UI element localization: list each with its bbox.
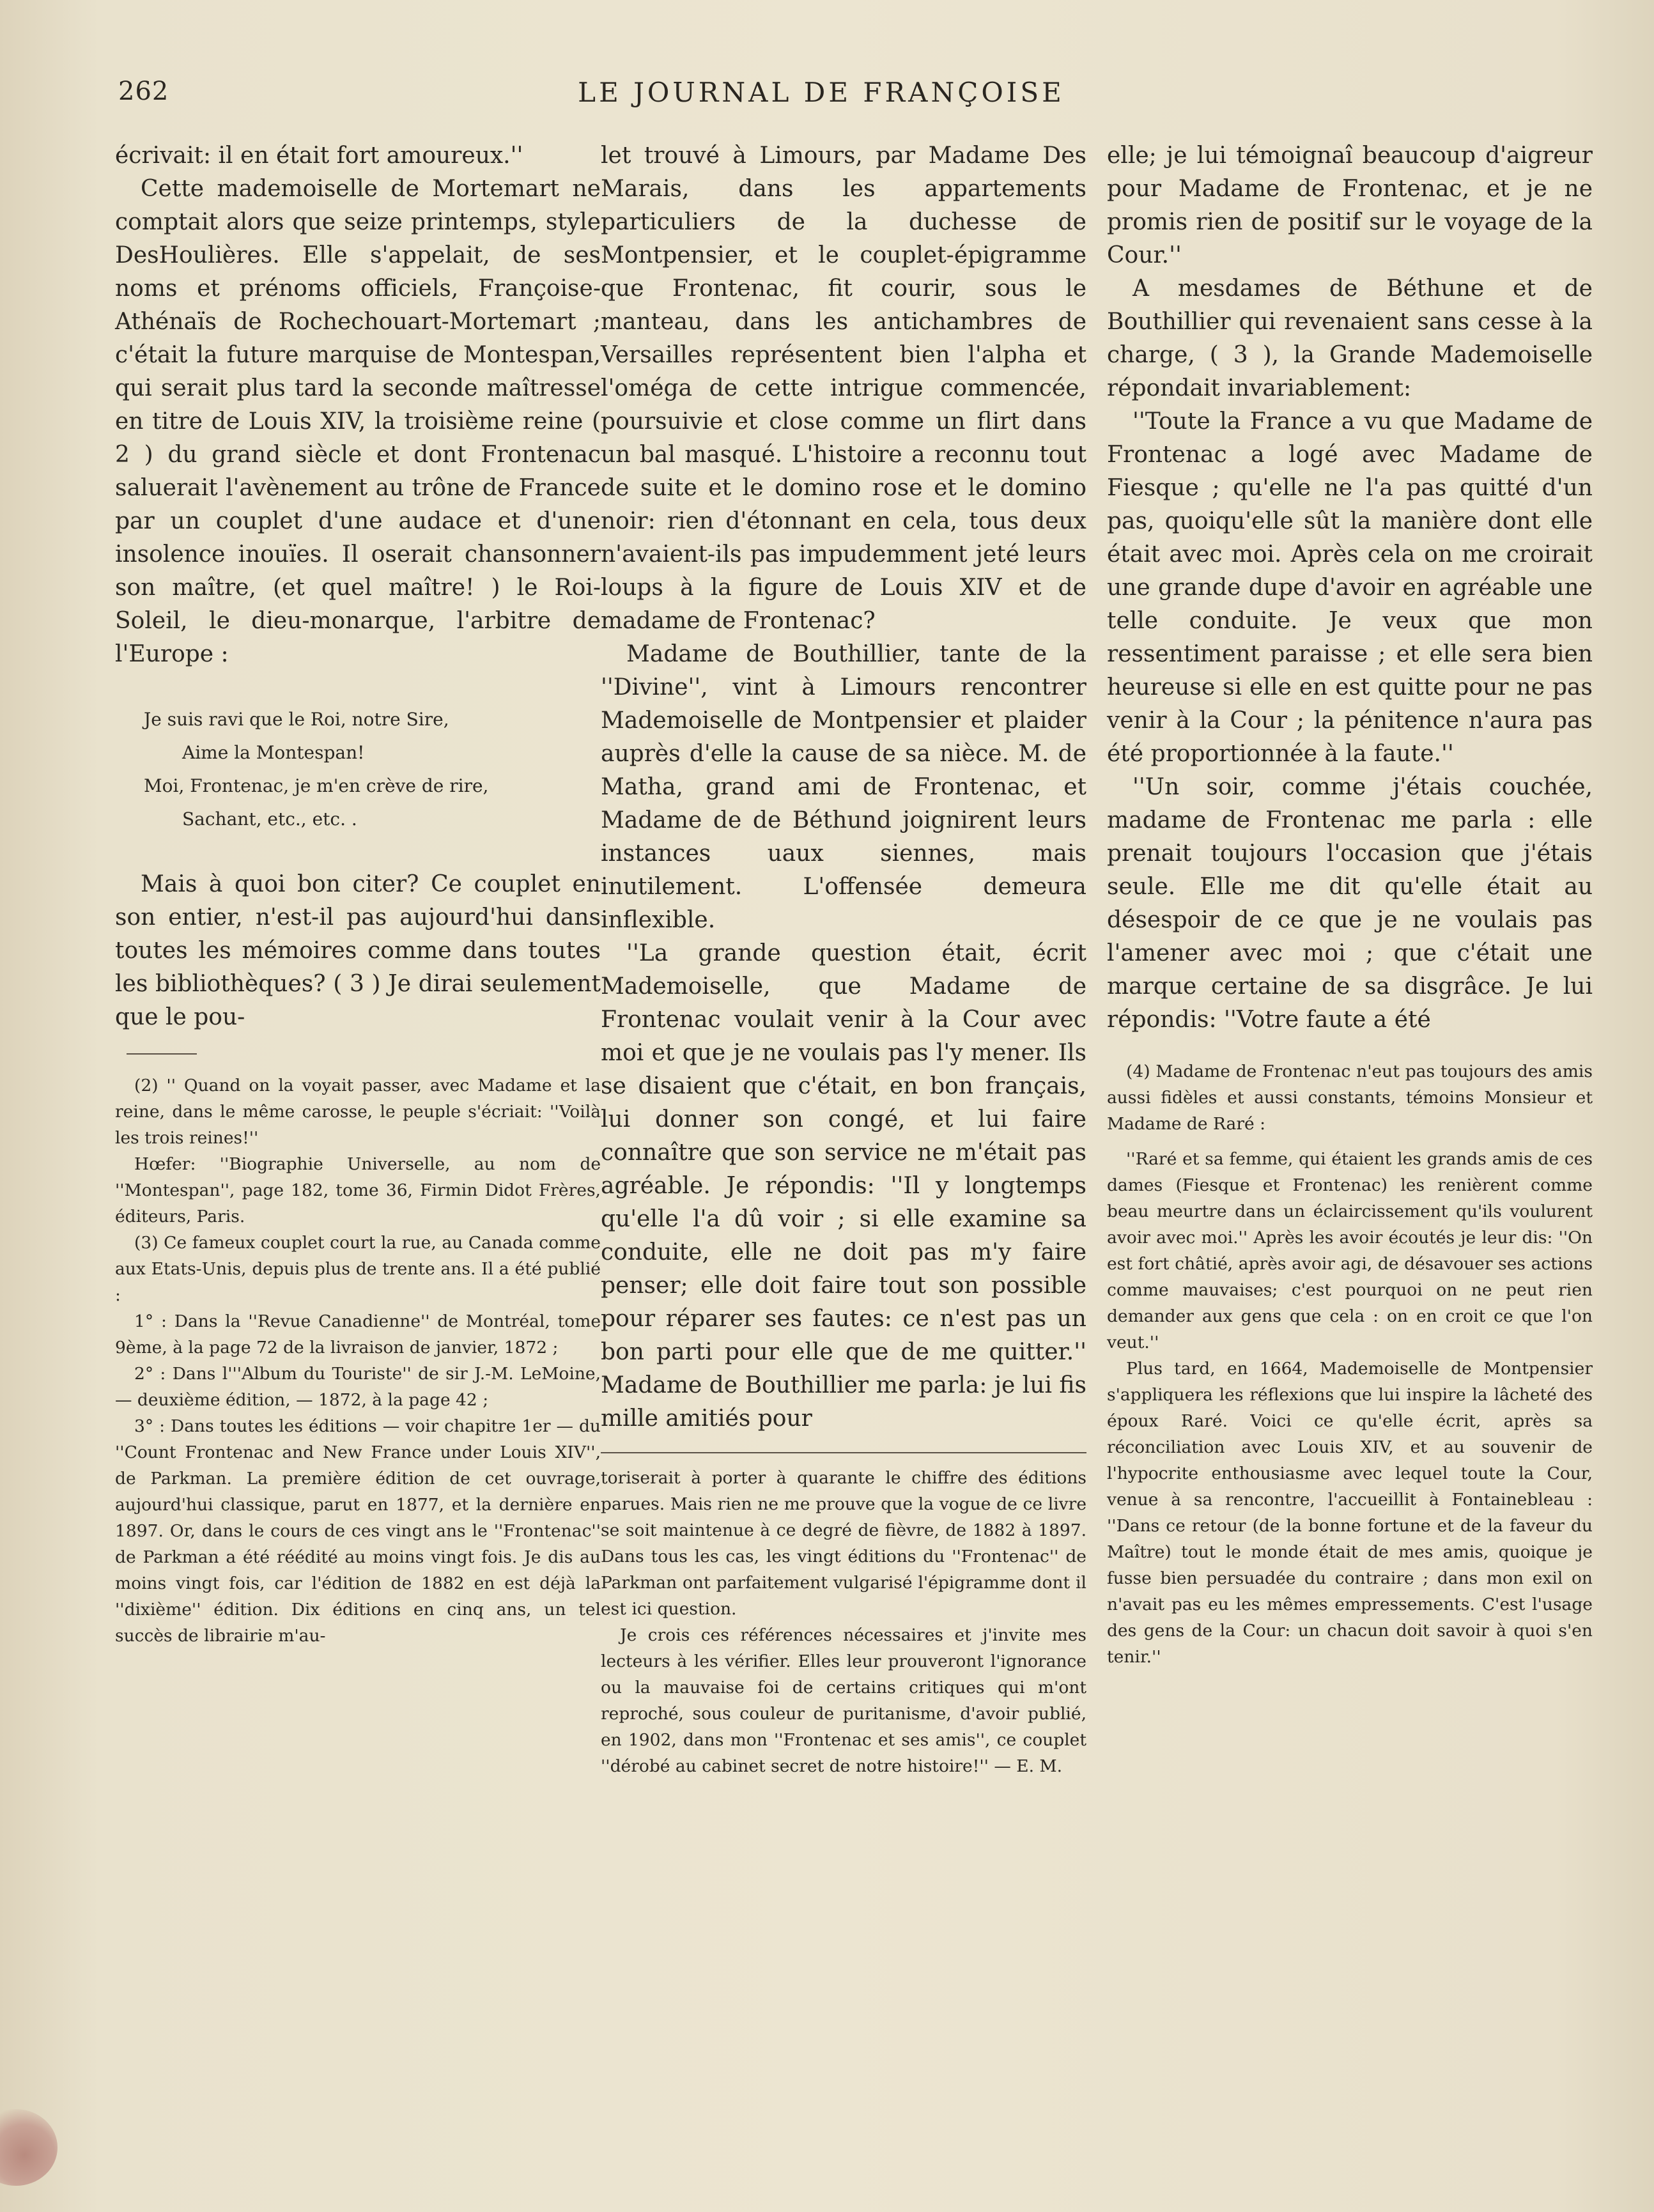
paragraph: ''Toute la France a vu que Madame de Frontenac a logé avec Madame de Fiesque ; qu'elle ne l'a pas quitté d'un pas, quoiqu'elle sût la manière dont elle était avec moi. Après cela on me croirait une grande dupe d'avoir en agréable une telle conduite. Je veux que mon ressentiment paraisse ; et elle sera bien heureuse si elle en est quitte pour ne pas venir à la Cour ; la pénitence n'aura pas été proportionnée à la faute.'' (1107, 408, 1593, 767)
paragraph: écrivait: il en était fort amoureux.'' (115, 143, 523, 169)
paragraph: elle; je lui témoignaî beaucoup d'aigreur pour Madame de Frontenac, et je ne promis rien de positif sur le voyage de la Cour.'' (1107, 143, 1593, 268)
footnote: toriserait à porter à quarante le chiffre des éditions parues. Mais rien ne me prouve que la vogue de ce livre se soit maintenue à ce degré de fièvre, de 1882 à 1897. Dans tous les cas, les vingt éditions du ''Frontenac'' de Parkman ont parfaitement vulgarisé l'épigramme dont il est ici question. (601, 1468, 1086, 1619)
footnote: Je crois ces références nécessaires et j'invite mes lecteurs à les vérifier. Elles leur prouveront l'ignorance ou la mauvaise foi de certains critiques qui m'ont reproché, sous couleur de puritanisme, d'avoir publié, en 1902, dans mon ''Frontenac et ses amis'', ce couplet ''dérobé au cabinet secret de notre histoire!'' — E. M. (601, 1625, 1086, 1776)
column-3 (1107, 139, 1593, 1670)
footnote: Plus tard, en 1664, Mademoiselle de Montpensier s'appliquera les réflexions que lui inspire la lâcheté des époux Raré. Voici ce qu'elle écrit, après sa réconciliation avec Louis XIV, et au souvenir de l'hypocrite enthousiasme avec lequel toute la Cour, venue à sa rencontre, l'accueillit à Fontainebleau : ''Dans ce retour (de la bonne fortune et de la faveur du Maître) tout le monde était de mes amis, quoique je fusse bien persuadée du contraire ; dans mon exil on n'avait pas eu les mêmes empressements. C'est l'usage des gens de la Cour: un chacun doit savoir à quoi s'en tenir.'' (1107, 1359, 1593, 1667)
footnote: 2° : Dans l'''Album du Touriste'' de sir J.-M. LeMoine, — deuxième édition, — 1872, à la page 42 ; (115, 1364, 601, 1410)
footnote-divider (601, 1452, 1086, 1453)
footnote-divider (127, 1053, 197, 1055)
running-header (118, 77, 1524, 115)
paragraph: ''Un soir, comme j'étais couchée, madame de Frontenac me parla : elle prenait toujours l'occasion que j'étais seule. Elle me dit qu'elle était au désespoir de ce que je ne voulais pas l'amener avec moi ; que c'était une marque certaine de sa disgrâce. Je lui répondis: ''Votre faute a été (1107, 774, 1593, 1033)
verse-line: Sachant, etc., etc. . (182, 808, 357, 830)
paper-stain (0, 2109, 58, 2186)
footnote: (3) Ce fameux couplet court la rue, au Canada comme aux Etats-Unis, depuis plus de trente ans. Il a été publié : (115, 1233, 601, 1305)
footnote: Hœfer: ''Biographie Universelle, au nom de ''Montespan'', page 182, tome 36, Firmin Didot Frères, éditeurs, Paris. (115, 1154, 601, 1226)
paragraph: let trouvé à Limours, par Madame Des Marais, dans les appartements particuliers de la duchesse de Montpensier, et le couplet-épigramme que Frontenac, fit courir, sous le manteau, dans les antichambres de Versailles représentent bien l'alpha et l'oméga de cette intrigue commencée, poursuivie et close comme un flirt dans un bal masqué. L'histoire a reconnu tout de suite et le domino rose et le domino noir: rien d'étonnant en cela, tous deux n'avaient-ils pas impudemment jeté leurs loups à la figure de Louis XIV et de madame de Frontenac? (601, 143, 1086, 634)
verse-line: Aime la Montespan! (182, 742, 365, 763)
footnote: 1° : Dans la ''Revue Canadienne'' de Montréal, tome 9ème, à la page 72 de la livraison de janvier, 1872 ; (115, 1311, 601, 1357)
column-2 (601, 139, 1086, 1779)
paragraph: ''La grande question était, écrit Mademoiselle, que Madame de Frontenac voulait venir à la Cour avec moi et que je ne voulais pas l'y mener. Ils se disaient que c'était, en bon français, lui donner son congé, et lui faire connaître que son service ne m'était pas agréable. Je répondis: ''Il y longtemps qu'elle l'a dû voir ; si elle examine sa conduite, elle ne doit pas m'y faire penser; elle doit faire tout son possible pour réparer ses fautes: ce n'est pas un bon parti pour elle que de me quitter.'' Madame de Bouthillier me parla: je lui fis mille amitiés pour (601, 940, 1086, 1432)
page-number: 262 (118, 77, 169, 106)
footnote: ''Raré et sa femme, qui étaient les grands amis de ces dames (Fiesque et Frontenac) les renièrent comme beau meurtre dans un éclaircissement qu'ils voulurent avoir avec moi.'' Après les avoir écoutés je leur dis: ''On est fort châtié, après avoir agi, de désavouer ses actions comme mauvaises; c'est pourquoi on ne peut rien demander aux gens que cela : on en croit ce que l'on veut.'' (1107, 1149, 1593, 1352)
footnote: 3° : Dans toutes les éditions — voir chapitre 1er — du ''Count Frontenac and New France under Louis XIV'', de Parkman. La première édition de cet ouvrage, aujourd'hui classique, parut en 1877, et la dernière en 1897. Or, dans le cours de ces vingt ans le ''Frontenac'' de Parkman a été réédité au moins vingt fois. Je dis au moins vingt fois, car l'édition de 1882 en est déjà la ''dixième'' édition. Dix éditions en cinq ans, un tel succès de librairie m'au- (115, 1416, 601, 1646)
paragraph: Cette mademoiselle de Mortemart ne comptait alors que seize printemps, style DesHoulières. Elle s'appelait, de ses noms et prénoms officiels, Françoise-Athénaïs de Rochechouart-Mortemart ; c'était la future marquise de Montespan, qui serait plus tard la seconde maîtresse en titre de Louis XIV, la troisième reine ( 2 ) du grand siècle et dont Frontenac saluerait l'avènement au trône de France par un couplet d'une audace et d'une insolence inouïes. Il oserait chansonner son maître, (et quel maître! ) le Roi-Soleil, le dieu-monarque, l'arbitre de l'Europe : (115, 176, 601, 667)
paragraph: Mais à quoi bon citer? Ce couplet en son entier, n'est-il pas aujourd'hui dans toutes les mémoires comme dans toutes les bibliothèques? ( 3 ) Je dirai seulement que le pou- (115, 871, 601, 1030)
journal-title: LE JOURNAL DE FRANÇOISE (578, 77, 1065, 108)
verse-line: Je suis ravi que le Roi, notre Sire, (144, 709, 449, 730)
verse-line: Moi, Frontenac, je m'en crève de rire, (144, 775, 489, 796)
verse-quote (144, 703, 601, 836)
paragraph: A mesdames de Béthune et de Bouthillier qui revenaient sans cesse à la charge, ( 3 ), la Grande Mademoiselle répondait invariablement: (1107, 275, 1593, 401)
footnote: (4) Madame de Frontenac n'eut pas toujours des amis aussi fidèles et aussi constants, témoins Monsieur et Madame de Raré : (1107, 1062, 1593, 1134)
footnote: (2) '' Quand on la voyait passer, avec Madame et la reine, dans le même carosse, le peuple s'écriait: ''Voilà les trois reines!'' (115, 1076, 601, 1148)
paragraph: Madame de Bouthillier, tante de la ''Divine'', vint à Limours rencontrer Mademoiselle de Montpensier et plaider auprès d'elle la cause de sa nièce. M. de Matha, grand ami de Frontenac, et Madame de de Béthund joignirent leurs instances uaux siennes, mais inutilement. L'offensée demeura inflexible. (601, 641, 1086, 933)
column-1 (115, 139, 601, 1649)
